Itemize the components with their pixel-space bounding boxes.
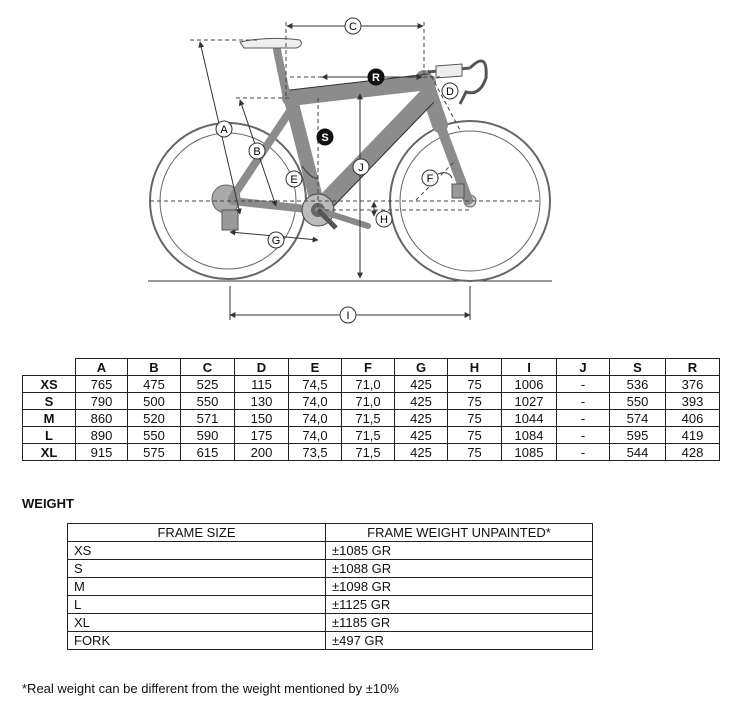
geometry-cell: 615 — [181, 444, 235, 461]
geometry-cell: - — [557, 444, 610, 461]
weight-size-cell: XS — [68, 542, 326, 560]
geometry-table-body — [23, 376, 720, 461]
geometry-column-header: I — [502, 359, 557, 376]
label-E — [286, 171, 302, 187]
weight-row — [68, 578, 593, 596]
label-H-text: H — [380, 214, 388, 226]
label-D-text: D — [446, 86, 454, 98]
weight-row — [68, 542, 593, 560]
label-A-text: A — [220, 124, 228, 136]
label-G — [268, 232, 284, 248]
geometry-cell: 571 — [181, 410, 235, 427]
geometry-cell: 75 — [448, 427, 502, 444]
label-J-text: J — [358, 162, 364, 174]
geometry-cell: - — [557, 376, 610, 393]
geometry-cell: 73,5 — [289, 444, 342, 461]
label-H — [376, 211, 392, 227]
geometry-cell: 75 — [448, 444, 502, 461]
label-S — [317, 129, 333, 145]
geometry-column-header: E — [289, 359, 342, 376]
geometry-cell: 520 — [128, 410, 181, 427]
geometry-row-size: L — [23, 427, 76, 444]
geometry-cell: 419 — [666, 427, 720, 444]
weight-row — [68, 614, 593, 632]
brake-caliper — [452, 184, 464, 198]
geometry-cell: 590 — [181, 427, 235, 444]
geometry-table-header — [23, 359, 720, 376]
geometry-row — [23, 410, 720, 427]
geometry-header-row — [23, 359, 720, 376]
geometry-row-size: M — [23, 410, 76, 427]
geometry-column-header: H — [448, 359, 502, 376]
weight-size-cell: L — [68, 596, 326, 614]
weight-size-cell: XL — [68, 614, 326, 632]
weight-size-cell: FORK — [68, 632, 326, 650]
label-F — [422, 170, 438, 186]
geometry-cell: 71,5 — [342, 427, 395, 444]
geometry-cell: 175 — [235, 427, 289, 444]
geometry-cell: 425 — [395, 444, 448, 461]
label-I — [340, 307, 356, 323]
label-G-text: G — [271, 235, 281, 247]
geometry-cell: 536 — [610, 376, 666, 393]
geometry-cell: 130 — [235, 393, 289, 410]
geometry-cell: 550 — [610, 393, 666, 410]
geometry-row — [23, 444, 720, 461]
geometry-cell: 75 — [448, 376, 502, 393]
geometry-row-size: XS — [23, 376, 76, 393]
label-S-text: S — [321, 132, 329, 144]
geometry-cell: 890 — [76, 427, 128, 444]
label-B-text: B — [253, 146, 261, 158]
label-F-text: F — [426, 173, 434, 185]
geometry-header-corner — [23, 359, 76, 376]
geometry-column-header: R — [666, 359, 720, 376]
label-D — [442, 83, 458, 99]
geometry-cell: 500 — [128, 393, 181, 410]
label-C-text: C — [349, 21, 357, 33]
footnote: *Real weight can be different from the weight mentioned by ±10% — [22, 681, 399, 696]
weight-title: WEIGHT — [22, 496, 74, 511]
geometry-table — [22, 358, 720, 461]
geometry-cell: 71,5 — [342, 444, 395, 461]
rear-derailleur — [222, 210, 238, 230]
weight-value-cell: ±1125 GR — [326, 596, 593, 614]
geometry-cell: 1085 — [502, 444, 557, 461]
weight-table — [67, 523, 593, 650]
bike-geometry-diagram — [0, 0, 750, 340]
weight-row — [68, 596, 593, 614]
weight-size-cell: S — [68, 560, 326, 578]
geometry-cell: 425 — [395, 427, 448, 444]
label-A — [216, 121, 232, 137]
geometry-cell: 1084 — [502, 427, 557, 444]
geometry-cell: - — [557, 410, 610, 427]
geometry-cell: 915 — [76, 444, 128, 461]
geometry-cell: - — [557, 393, 610, 410]
geometry-row-size: S — [23, 393, 76, 410]
geometry-column-header: C — [181, 359, 235, 376]
geometry-cell: 74,0 — [289, 410, 342, 427]
geometry-column-header: A — [76, 359, 128, 376]
weight-header-frame-size: FRAME SIZE — [68, 524, 326, 542]
geometry-row — [23, 393, 720, 410]
geometry-row-size: XL — [23, 444, 76, 461]
geometry-cell: 550 — [181, 393, 235, 410]
geometry-column-header: F — [342, 359, 395, 376]
geometry-cell: 1006 — [502, 376, 557, 393]
weight-size-cell: M — [68, 578, 326, 596]
geometry-cell: 428 — [666, 444, 720, 461]
geometry-cell: 425 — [395, 376, 448, 393]
geometry-cell: 860 — [76, 410, 128, 427]
geometry-cell: 150 — [235, 410, 289, 427]
geometry-row — [23, 427, 720, 444]
geometry-cell: 115 — [235, 376, 289, 393]
geometry-cell: 425 — [395, 410, 448, 427]
geometry-column-header: J — [557, 359, 610, 376]
label-J — [353, 159, 369, 175]
geometry-cell: 200 — [235, 444, 289, 461]
weight-row — [68, 560, 593, 578]
geometry-cell: 595 — [610, 427, 666, 444]
geometry-row — [23, 376, 720, 393]
weight-value-cell: ±1085 GR — [326, 542, 593, 560]
weight-value-cell: ±1098 GR — [326, 578, 593, 596]
geometry-cell: 575 — [128, 444, 181, 461]
geometry-cell: 425 — [395, 393, 448, 410]
geometry-cell: 71,0 — [342, 393, 395, 410]
geometry-cell: 376 — [666, 376, 720, 393]
geometry-cell: 71,0 — [342, 376, 395, 393]
geometry-cell: 765 — [76, 376, 128, 393]
weight-header-frame-weight: FRAME WEIGHT UNPAINTED* — [326, 524, 593, 542]
geometry-cell: - — [557, 427, 610, 444]
geometry-cell: 475 — [128, 376, 181, 393]
weight-header-row — [68, 524, 593, 542]
geometry-cell: 544 — [610, 444, 666, 461]
label-I-text: I — [346, 310, 350, 322]
geometry-cell: 406 — [666, 410, 720, 427]
weight-table-body — [68, 542, 593, 650]
weight-value-cell: ±1185 GR — [326, 614, 593, 632]
geometry-column-header: B — [128, 359, 181, 376]
geometry-cell: 71,5 — [342, 410, 395, 427]
weight-table-header — [68, 524, 593, 542]
geometry-cell: 790 — [76, 393, 128, 410]
geometry-column-header: G — [395, 359, 448, 376]
geometry-cell: 74,0 — [289, 393, 342, 410]
geometry-cell: 550 — [128, 427, 181, 444]
weight-value-cell: ±1088 GR — [326, 560, 593, 578]
label-B — [249, 143, 265, 159]
geometry-cell: 74,5 — [289, 376, 342, 393]
weight-value-cell: ±497 GR — [326, 632, 593, 650]
weight-row — [68, 632, 593, 650]
label-R-text: R — [372, 72, 380, 84]
geometry-column-header: S — [610, 359, 666, 376]
label-R — [368, 69, 384, 85]
geometry-cell: 574 — [610, 410, 666, 427]
geometry-cell: 1027 — [502, 393, 557, 410]
geometry-cell: 525 — [181, 376, 235, 393]
geometry-cell: 75 — [448, 410, 502, 427]
geometry-cell: 1044 — [502, 410, 557, 427]
label-C — [345, 18, 361, 34]
geometry-cell: 75 — [448, 393, 502, 410]
geometry-cell: 74,0 — [289, 427, 342, 444]
geometry-cell: 393 — [666, 393, 720, 410]
geometry-column-header: D — [235, 359, 289, 376]
label-E-text: E — [290, 174, 298, 186]
